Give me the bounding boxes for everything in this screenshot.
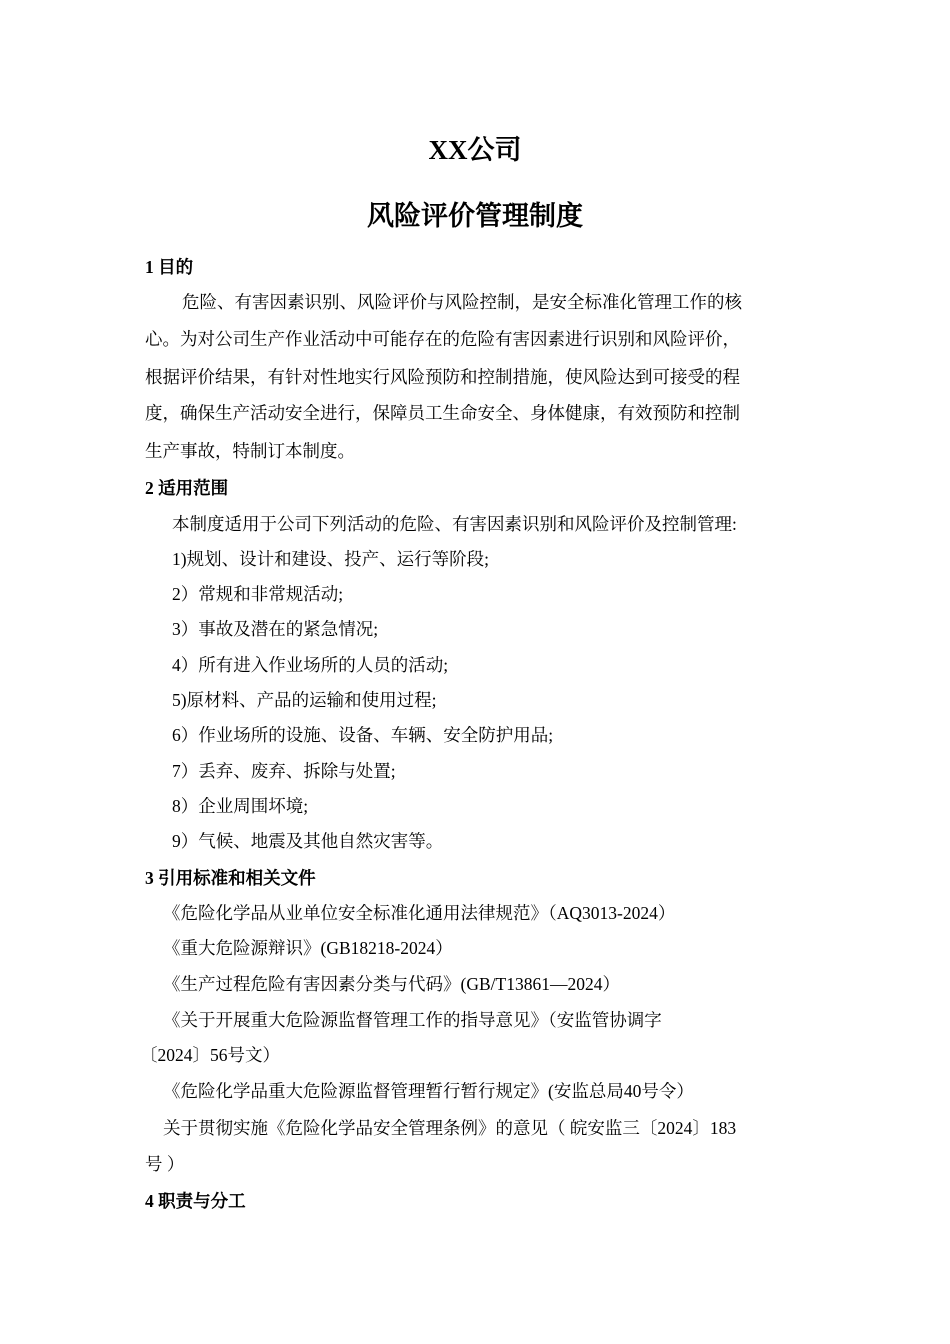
paragraph-line: 心。为对公司生产作业活动中可能存在的危险有害因素进行识别和风险评价， xyxy=(145,329,740,349)
reference-line: 《生产过程危险有害因素分类与代码》(GB/T13861—2024） xyxy=(163,974,620,994)
section-heading-references: 3 引用标准和相关文件 xyxy=(145,868,316,888)
scope-item: 2）常规和非常规活动; xyxy=(172,584,344,604)
section-heading-purpose: 1 目的 xyxy=(145,257,194,277)
paragraph-line: 危险、有害因素识别、风险评价与风险控制，是安全标准化管理工作的核 xyxy=(182,292,742,312)
reference-line: 《危险化学品重大危险源监督管理暂行暂行规定》(安监总局40号令） xyxy=(163,1081,694,1101)
scope-item: 4）所有进入作业场所的人员的活动; xyxy=(172,655,449,675)
scope-item: 8）企业周围坏境; xyxy=(172,796,309,816)
scope-item: 7）丢弃、废弃、拆除与处置; xyxy=(172,761,396,781)
reference-line: 《重大危险源辩识》(GB18218-2024） xyxy=(163,938,453,958)
scope-item: 5)原材料、产品的运输和使用过程; xyxy=(172,690,437,710)
scope-item: 9）气候、地震及其他自然灾害等。 xyxy=(172,831,444,851)
reference-line: 《危险化学品从业单位安全标准化通用法律规范》（AQ3013-2024） xyxy=(163,903,676,923)
paragraph-line: 根据评价结果，有针对性地实行风险预防和控制措施，使风险达到可接受的程 xyxy=(145,367,740,387)
reference-line: 《关于开展重大危险源监督管理工作的指导意见》（安监管协调字 xyxy=(163,1010,662,1030)
scope-item: 1)规划、设计和建设、投产、运行等阶段; xyxy=(172,549,489,569)
scope-item: 3）事故及潜在的紧急情况; xyxy=(172,619,379,639)
reference-line: 号 ） xyxy=(145,1154,185,1174)
paragraph-line: 度，确保生产活动安全进行，保障员工生命安全、身体健康，有效预防和控制 xyxy=(145,403,740,423)
reference-line: 关于贯彻实施《危险化学品安全管理条例》的意见（ 皖安监三〔2024〕183 xyxy=(163,1118,737,1138)
document-title: 风险评价管理制度 xyxy=(367,201,583,231)
scope-intro: 本制度适用于公司下列活动的危险、有害因素识别和风险评价及控制管理: xyxy=(172,514,737,534)
scope-item: 6）作业场所的设施、设备、车辆、安全防护用品; xyxy=(172,725,554,745)
section-heading-duties: 4 职责与分工 xyxy=(145,1191,246,1211)
paragraph-line: 生产事故，特制订本制度。 xyxy=(145,441,355,461)
reference-line: 〔2024〕56号文） xyxy=(140,1045,280,1065)
company-name: XX公司 xyxy=(428,135,522,165)
section-heading-scope: 2 适用范围 xyxy=(145,478,229,498)
